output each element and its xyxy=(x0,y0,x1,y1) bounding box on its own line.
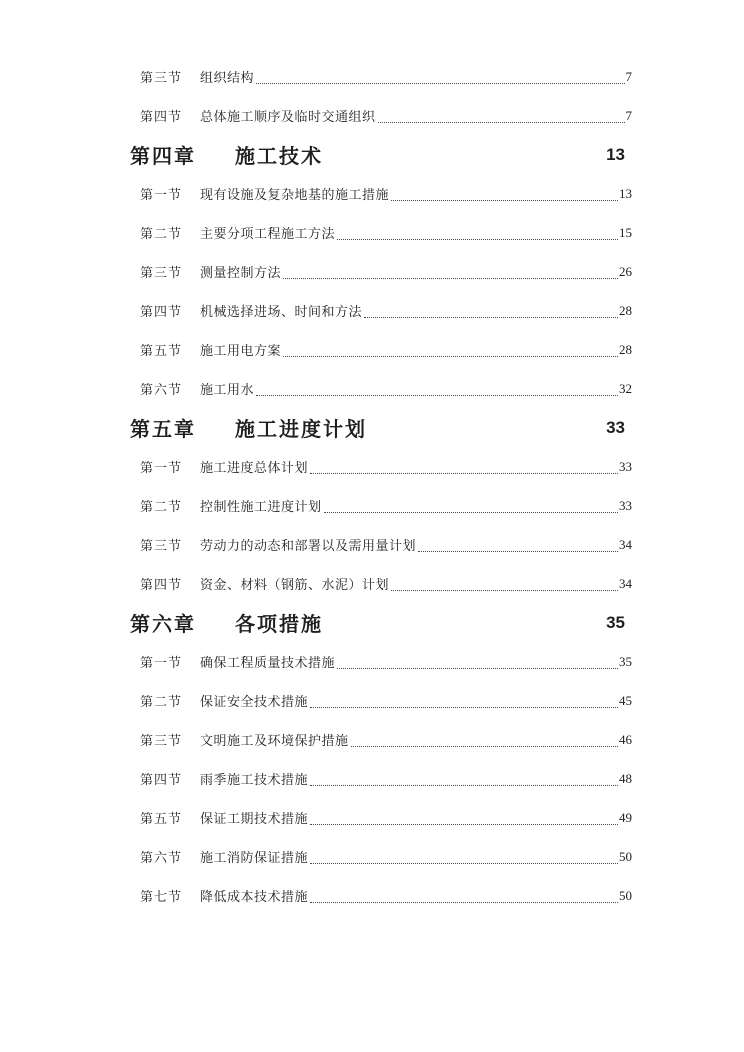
toc-section-title: 确保工程质量技术措施 xyxy=(200,655,336,670)
toc-section-row[interactable] xyxy=(0,564,744,603)
toc-section-page-number: 50 xyxy=(619,887,632,903)
toc-section-page-number: 45 xyxy=(619,692,632,708)
toc-section-page-number: 13 xyxy=(619,185,632,201)
toc-section-row[interactable] xyxy=(0,525,744,564)
toc-section-row[interactable] xyxy=(0,213,744,252)
toc-section-label: 第五节 xyxy=(140,811,183,826)
toc-section-label: 第四节 xyxy=(140,109,183,124)
toc-section-label: 第四节 xyxy=(140,772,183,787)
toc-section-title: 雨季施工技术措施 xyxy=(200,772,309,787)
toc-section-label: 第四节 xyxy=(140,577,183,592)
toc-section-row[interactable] xyxy=(0,876,744,915)
toc-section-page-number: 34 xyxy=(619,575,632,591)
dot-leader xyxy=(310,459,618,474)
toc-section-label: 第一节 xyxy=(140,655,183,670)
toc-section-page-number: 49 xyxy=(619,809,632,825)
toc-section-title: 机械选择进场、时间和方法 xyxy=(200,304,363,319)
toc-section-title: 劳动力的动态和部署以及需用量计划 xyxy=(200,538,417,553)
toc-section-title: 施工进度总体计划 xyxy=(200,460,309,475)
toc-section-row[interactable] xyxy=(0,486,744,525)
toc-section-page-number: 35 xyxy=(619,653,632,669)
toc-section-label: 第六节 xyxy=(140,850,183,865)
toc-section-label: 第五节 xyxy=(140,343,183,358)
toc-section-title: 主要分项工程施工方法 xyxy=(200,226,336,241)
toc-chapter-page-number: 13 xyxy=(606,144,625,164)
dot-leader xyxy=(337,225,618,240)
dot-leader xyxy=(256,381,618,396)
toc-section-row[interactable] xyxy=(0,330,744,369)
dot-leader xyxy=(310,693,618,708)
toc-chapter-label: 第六章 xyxy=(130,614,196,636)
toc-section-row[interactable] xyxy=(0,252,744,291)
dot-leader xyxy=(418,537,618,552)
toc-section-title: 保证安全技术措施 xyxy=(200,694,309,709)
dot-leader xyxy=(283,264,618,279)
toc-section-row[interactable] xyxy=(0,759,744,798)
toc-chapter-title: 施工进度计划 xyxy=(235,419,367,441)
toc-section-title: 降低成本技术措施 xyxy=(200,889,309,904)
toc-section-page-number: 7 xyxy=(625,68,632,84)
toc-section-label: 第二节 xyxy=(140,226,183,241)
toc-section-row[interactable] xyxy=(0,57,744,96)
dot-leader xyxy=(391,186,618,201)
toc-chapter-label: 第五章 xyxy=(130,419,196,441)
dot-leader xyxy=(391,576,618,591)
toc-chapter-label: 第四章 xyxy=(130,146,196,168)
toc-section-row[interactable] xyxy=(0,447,744,486)
toc-section-page-number: 26 xyxy=(619,263,632,279)
toc-section-page-number: 28 xyxy=(619,341,632,357)
toc-section-label: 第一节 xyxy=(140,187,183,202)
toc-section-row[interactable] xyxy=(0,681,744,720)
dot-leader xyxy=(256,69,624,84)
toc-chapter-page-number: 35 xyxy=(606,612,625,632)
toc-section-page-number: 33 xyxy=(619,497,632,513)
toc-section-label: 第二节 xyxy=(140,499,183,514)
toc-section-title: 施工用水 xyxy=(200,382,255,397)
dot-leader xyxy=(283,342,618,357)
toc-section-page-number: 32 xyxy=(619,380,632,396)
toc-section-page-number: 50 xyxy=(619,848,632,864)
toc-section-label: 第七节 xyxy=(140,889,183,904)
toc-section-label: 第四节 xyxy=(140,304,183,319)
dot-leader xyxy=(310,849,618,864)
toc-section-row[interactable] xyxy=(0,798,744,837)
toc-section-page-number: 33 xyxy=(619,458,632,474)
toc-section-row[interactable] xyxy=(0,96,744,135)
toc-section-page-number: 7 xyxy=(625,107,632,123)
toc-section-label: 第三节 xyxy=(140,538,183,553)
toc-chapter-row[interactable] xyxy=(0,408,744,447)
toc-section-page-number: 34 xyxy=(619,536,632,552)
toc-section-page-number: 46 xyxy=(619,731,632,747)
dot-leader xyxy=(337,654,618,669)
dot-leader xyxy=(310,888,618,903)
toc-section-row[interactable] xyxy=(0,837,744,876)
toc-section-label: 第三节 xyxy=(140,70,183,85)
toc-section-row[interactable] xyxy=(0,174,744,213)
toc-section-row[interactable] xyxy=(0,291,744,330)
toc-chapter-title: 施工技术 xyxy=(235,146,323,168)
toc-section-title: 资金、材料（钢筋、水泥）计划 xyxy=(200,577,390,592)
toc-section-title: 总体施工顺序及临时交通组织 xyxy=(200,109,376,124)
toc-section-row[interactable] xyxy=(0,720,744,759)
toc-section-title: 组织结构 xyxy=(200,70,255,85)
dot-leader xyxy=(310,810,618,825)
toc-section-label: 第三节 xyxy=(140,265,183,280)
toc-chapter-row[interactable] xyxy=(0,603,744,642)
dot-leader xyxy=(310,771,618,786)
toc-section-label: 第三节 xyxy=(140,733,183,748)
dot-leader xyxy=(378,108,625,123)
toc-section-label: 第一节 xyxy=(140,460,183,475)
toc-section-page-number: 15 xyxy=(619,224,632,240)
toc-section-title: 测量控制方法 xyxy=(200,265,282,280)
toc-chapter-row[interactable] xyxy=(0,135,744,174)
toc-section-title: 控制性施工进度计划 xyxy=(200,499,322,514)
toc-section-row[interactable] xyxy=(0,642,744,681)
toc-section-page-number: 48 xyxy=(619,770,632,786)
toc-section-label: 第六节 xyxy=(140,382,183,397)
toc-section-title: 现有设施及复杂地基的施工措施 xyxy=(200,187,390,202)
toc-section-label: 第二节 xyxy=(140,694,183,709)
dot-leader xyxy=(364,303,618,318)
dot-leader xyxy=(324,498,618,513)
toc-section-title: 施工消防保证措施 xyxy=(200,850,309,865)
toc-section-title: 文明施工及环境保护措施 xyxy=(200,733,349,748)
toc-section-title: 施工用电方案 xyxy=(200,343,282,358)
toc-section-page-number: 28 xyxy=(619,302,632,318)
toc-section-row[interactable] xyxy=(0,369,744,408)
toc-section-title: 保证工期技术措施 xyxy=(200,811,309,826)
toc-chapter-title: 各项措施 xyxy=(235,614,323,636)
dot-leader xyxy=(351,732,618,747)
toc-chapter-page-number: 33 xyxy=(606,417,625,437)
